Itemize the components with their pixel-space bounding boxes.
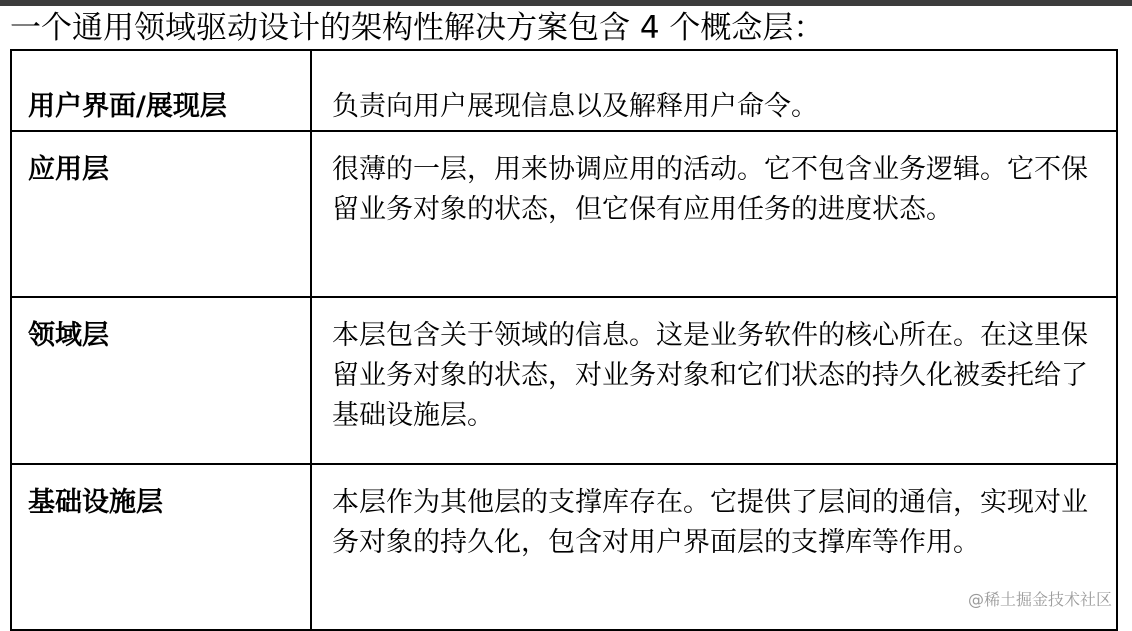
layer-name-cell bbox=[11, 297, 311, 464]
page-heading: 一个通用领域驱动设计的架构性解决方案包含 4 个概念层： bbox=[10, 10, 825, 46]
table-row bbox=[11, 131, 1117, 297]
layer-name-infrastructure: 基础设施层 bbox=[28, 487, 163, 518]
top-edge-bar bbox=[0, 0, 1132, 6]
layer-name-domain: 领域层 bbox=[28, 320, 109, 351]
layer-description-cell bbox=[311, 50, 1117, 131]
layer-name-presentation: 用户界面/展现层 bbox=[28, 91, 227, 122]
layer-description-cell bbox=[311, 297, 1117, 464]
table-row bbox=[11, 464, 1117, 630]
layer-name-cell bbox=[11, 131, 311, 297]
table-row bbox=[11, 50, 1117, 131]
table-row bbox=[11, 297, 1117, 464]
layer-name-cell bbox=[11, 50, 311, 131]
layer-description-domain: 本层包含关于领域的信息。这是业务软件的核心所在。在这里保留业务对象的状态，对业务对象和它们状态的持久化被委托给了基础设施层。 bbox=[332, 320, 1088, 431]
layer-description-infrastructure: 本层作为其他层的支撑库存在。它提供了层间的通信，实现对业务对象的持久化，包含对用户界面层的支撑库等作用。 bbox=[332, 487, 1088, 558]
layer-description-presentation: 负责向用户展现信息以及解释用户命令。 bbox=[332, 91, 818, 122]
watermark: @稀土掘金技术社区 bbox=[967, 590, 1112, 609]
layer-description-cell bbox=[311, 131, 1117, 297]
layers-table bbox=[10, 49, 1118, 631]
layer-name-application: 应用层 bbox=[28, 154, 109, 185]
layer-description-application: 很薄的一层，用来协调应用的活动。它不包含业务逻辑。它不保留业务对象的状态，但它保有应用任务的进度状态。 bbox=[332, 154, 1088, 225]
layer-name-cell bbox=[11, 464, 311, 630]
